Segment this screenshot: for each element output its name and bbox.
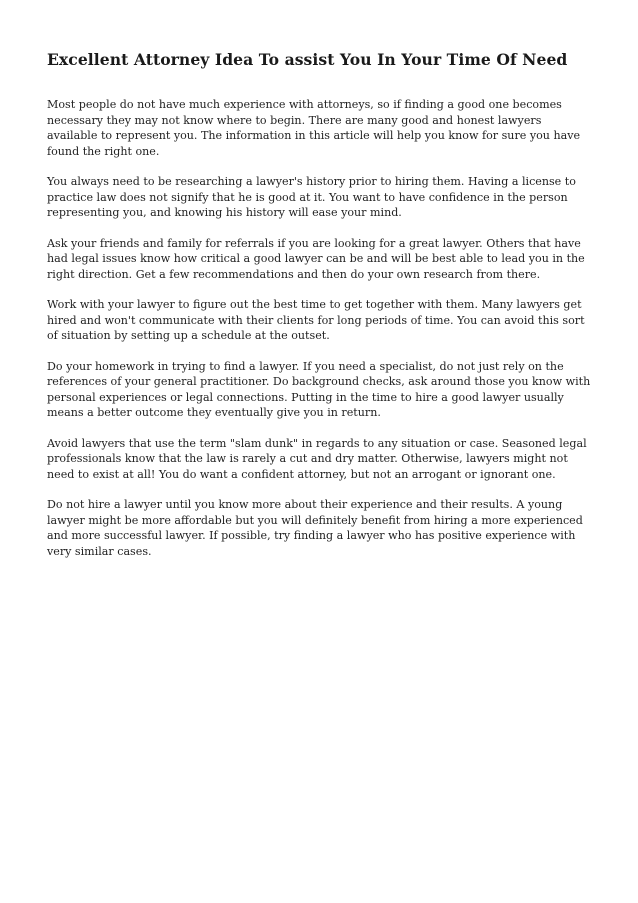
paragraph-7: Do not hire a lawyer until you know more about their experience and their results. A young lawyer might be more affordable but you will definitely benefit from hiring a more experienced and more successful lawyer. If possible, try finding a lawyer who has positive experience with very similar cases. [47, 498, 583, 558]
paragraph-1: Most people do not have much experience with attorneys, so if finding a good one becomes necessary they may not know where to begin. There are many good and honest lawyers available to represent you. The information in this article will help you know for sure you have found the right one. [47, 98, 581, 158]
paragraph-6: Avoid lawyers that use the term "slam dunk" in regards to any situation or case. Seasoned legal professionals know that the law is rarely a cut and dry matter. Otherwise, lawyers might not need to exist at all! You do want a confident attorney, but not an arrogant or ignorant one. [47, 436, 587, 481]
paragraph-4: Work with your lawyer to figure out the best time to get together with them. Many lawyers get hired and won't communicate with their clients for long periods of time. You can avoid this sort of situation by setting up a schedule at the outset. [47, 298, 585, 342]
paragraph-2: You always need to be researching a lawyer's history prior to hiring them. Having a license to practice law does not signify that he is good at it. You want to have confidence in the person representing you, and knowing his history will ease your mind. [47, 175, 576, 219]
document-title: Excellent Attorney Idea To assist You In Your Time Of Need [47, 50, 568, 69]
paragraph-5: Do your homework in trying to find a lawyer. If you need a specialist, do not just rely on the references of your general practitioner. Do background checks, ask around those you know with personal experiences or legal connections. Putting in the time to hire a good lawyer usually means a better outcome they eventually give you in return. [47, 359, 591, 419]
paragraph-3: Ask your friends and family for referrals if you are looking for a great lawyer. Others that have had legal issues know how critical a good lawyer can be and will be best able to lead you in the right direction. Get a few recommendations and then do your own research from there. [47, 236, 585, 281]
